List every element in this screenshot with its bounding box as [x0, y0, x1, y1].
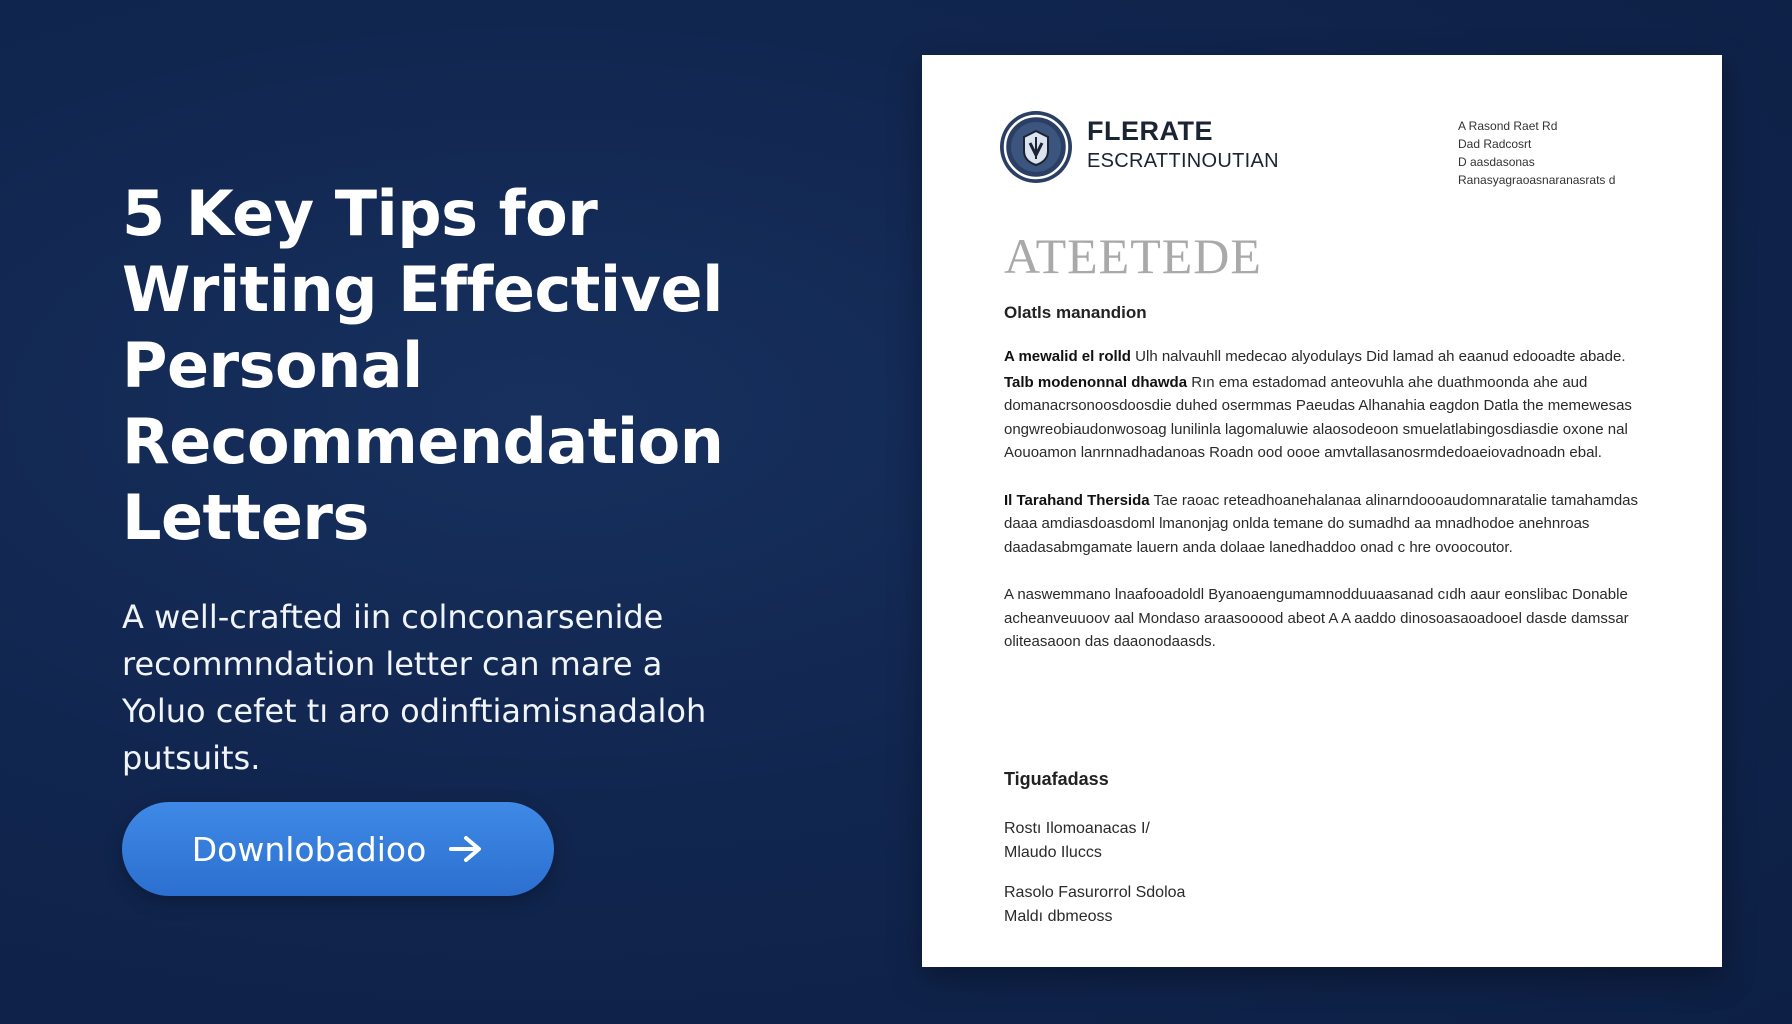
letter-salutation: Olatls manandion — [1004, 303, 1147, 322]
hero-description-line: A well-crafted iin colnconarsenide — [122, 598, 664, 636]
paragraph-lead: Il Tarahand Thersida — [1004, 491, 1150, 509]
organization-title: FLERATE — [1087, 116, 1213, 146]
letter-closing: Tiguafadass — [1004, 769, 1109, 789]
sender-address — [1458, 117, 1615, 189]
organization-subtitle: ESCRATTINOUTIAN — [1087, 150, 1279, 172]
letter-preview — [922, 55, 1722, 967]
paragraph-text: A naswemmano lnaafooadoldl Byanoaengumamnodduuaasanad cıdh aaur eonslibac Donable acheanveuuoov aal Mondaso araasooood abeot A A aaddo dinosoasaoadooel dasde damssar oliteasaoon das daaonodaasds. — [1004, 586, 1629, 650]
hero-description-line: recommndation letter can mare a — [122, 645, 663, 683]
letter-paragraph — [1004, 345, 1644, 369]
hero-description-line: putsuits. — [122, 739, 261, 777]
hero-title-line: Recommendation — [122, 405, 724, 478]
letter-paragraph — [1004, 489, 1644, 560]
hero-description-line: Yoluo cefet tı aro odinftiamisnadaloh — [122, 692, 707, 730]
address-line: D aasdasonas — [1458, 155, 1535, 169]
signature-line: Rasolo Fasurorrol Sdoloa — [1004, 884, 1186, 901]
download-button[interactable] — [122, 802, 554, 896]
letter-heading: ATEETEDE — [1004, 228, 1262, 284]
paragraph-lead: Talb modenonnal dhawda — [1004, 373, 1188, 391]
hero-title-line: Personal — [122, 329, 423, 402]
signature-line: Maldı dbmeoss — [1004, 908, 1113, 925]
hero-section — [122, 176, 802, 782]
address-line: Ranasyagraoasnaranasrats d — [1458, 173, 1616, 187]
paragraph-text: Rın ema estadomad anteovuhla ahe duathmoonda ahe aud domanacrsonoosdoosdie duhed osermmas Paeudas Alhanahia eagdon Datla the memewesas ongwreobiaudonwosoag lunilinla lagomaluwie alaosodeoon smuelatlabingosdiasdie oxone nal Aouoamon lanrnnadhadanoas Roadn ood oooe amvtallasanosrmdedoaeiovadnoadn ebal. — [1004, 373, 1632, 461]
arrow-right-icon — [448, 834, 484, 864]
paragraph-text: Tae raoac reteadhoanehalanaa alinarndoooaudomnaratalie tamahamdas daaa amdiasdoasdoml lmanonjag onlda temane do sumadhd aa mnadhodoe anehnroas daadasabmgamate lauern anda dolaae lanedhaddoo onad c hre ovoocoutor. — [1004, 491, 1639, 556]
download-button-label: Downlobadioo — [191, 829, 427, 869]
hero-title-line: Letters — [122, 481, 369, 554]
hero-title — [122, 176, 802, 556]
signature-block — [1004, 817, 1150, 865]
letter-paragraph — [1004, 371, 1644, 465]
seal-logo-icon — [998, 109, 1074, 185]
paragraph-text: Ulh nalvauhll medecao alyodulays Did lamad ah eaanud edooadte abade. — [1135, 348, 1626, 365]
organization-name — [1087, 115, 1279, 175]
letter-body — [1004, 345, 1644, 678]
signature-block — [1004, 881, 1185, 929]
signature-line: Rostı Ilomoanacas I/ — [1004, 820, 1150, 837]
paragraph-lead: A mewalid el rolld — [1004, 348, 1131, 365]
hero-title-line: Writing Effectivel — [122, 253, 723, 326]
letter-paragraph — [1004, 583, 1644, 654]
hero-title-line: 5 Key Tips for — [122, 177, 598, 250]
hero-description — [122, 594, 802, 782]
address-line: A Rasond Raet Rd — [1458, 119, 1558, 133]
address-line: Dad Radcosrt — [1458, 137, 1532, 151]
signature-line: Mlaudo Iluccs — [1004, 844, 1102, 861]
